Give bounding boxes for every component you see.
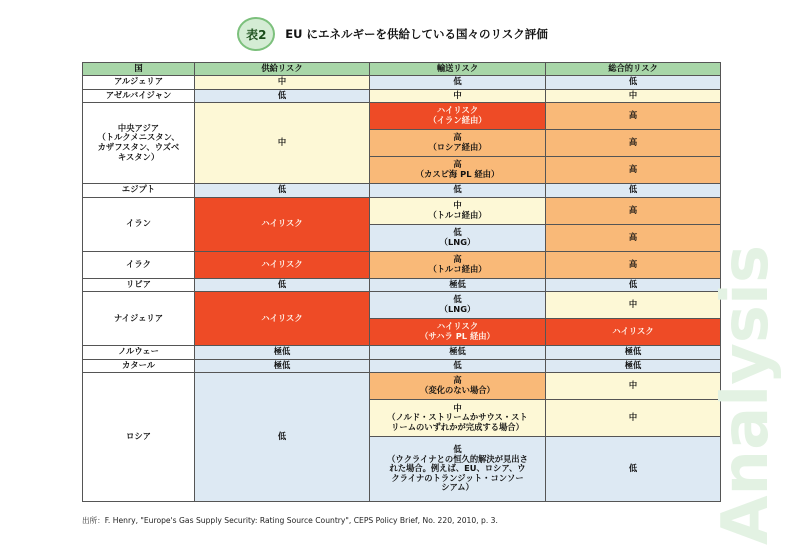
source-note: 出所：F. Henry, "Europe's Gas Supply Security: Rating Source Country", CEPS Policy Brief, No. 220, 2010, p. 3. — [82, 516, 498, 525]
transport-risk-cell: 中 — [370, 89, 546, 103]
transport-risk-cell: ハイリスク （サハラ PL 経由） — [370, 319, 546, 346]
supply-risk-cell: ハイリスク — [195, 251, 370, 278]
overall-risk-cell: 高 — [546, 103, 721, 130]
overall-risk-cell: 中 — [546, 400, 721, 437]
table-row — [83, 251, 721, 278]
supply-risk-cell: ハイリスク — [195, 292, 370, 346]
transport-risk-cell: 高 （トルコ経由） — [370, 251, 546, 278]
supply-risk-cell: 低 — [195, 278, 370, 292]
table-row — [83, 89, 721, 103]
overall-risk-cell: 低 — [546, 437, 721, 502]
country-cell: イラク — [83, 251, 195, 278]
overall-risk-cell: 低 — [546, 278, 721, 292]
table-row — [83, 184, 721, 198]
risk-assessment-table — [82, 62, 721, 502]
overall-risk-cell: 極低 — [546, 346, 721, 360]
watermark-text: Analysis — [709, 244, 783, 545]
column-header-country: 国 — [83, 63, 195, 76]
analysis-watermark — [709, 244, 783, 545]
supply-risk-cell: ハイリスク — [195, 197, 370, 251]
table-row — [83, 359, 721, 373]
overall-risk-cell: 中 — [546, 292, 721, 319]
transport-risk-cell: 低 — [370, 184, 546, 198]
page-title: EU にエネルギーを供給している国々のリスク評価 — [285, 27, 548, 41]
overall-risk-cell: 高 — [546, 197, 721, 224]
transport-risk-cell: ハイリスク （イラン経由） — [370, 103, 546, 130]
overall-risk-cell: 低 — [546, 184, 721, 198]
country-cell: アルジェリア — [83, 76, 195, 90]
table-row — [83, 373, 721, 400]
table-header-row — [83, 63, 721, 76]
table-number-badge: 表2 — [237, 17, 275, 51]
supply-risk-cell: 中 — [195, 76, 370, 90]
table-row — [83, 197, 721, 224]
column-header-supply-risk: 供給リスク — [195, 63, 370, 76]
transport-risk-cell: 低 （LNG） — [370, 224, 546, 251]
supply-risk-cell: 低 — [195, 184, 370, 198]
country-cell: ロシア — [83, 373, 195, 502]
table-row — [83, 103, 721, 130]
table-row — [83, 292, 721, 319]
table-row — [83, 278, 721, 292]
supply-risk-cell: 低 — [195, 89, 370, 103]
transport-risk-cell: 高 （変化のない場合） — [370, 373, 546, 400]
column-header-overall-risk: 総合的リスク — [546, 63, 721, 76]
country-cell: ナイジェリア — [83, 292, 195, 346]
country-cell: エジプト — [83, 184, 195, 198]
country-cell: リビア — [83, 278, 195, 292]
transport-risk-cell: 中 （ノルド・ストリームかサウス・スト リームのいずれかが完成する場合） — [370, 400, 546, 437]
country-cell: イラン — [83, 197, 195, 251]
overall-risk-cell: 高 — [546, 157, 721, 184]
overall-risk-cell: ハイリスク — [546, 319, 721, 346]
overall-risk-cell: 高 — [546, 130, 721, 157]
supply-risk-cell: 極低 — [195, 359, 370, 373]
supply-risk-cell: 中 — [195, 103, 370, 184]
country-cell: ノルウェー — [83, 346, 195, 360]
overall-risk-cell: 高 — [546, 224, 721, 251]
overall-risk-cell: 中 — [546, 373, 721, 400]
table-row — [83, 76, 721, 90]
transport-risk-cell: 低 — [370, 76, 546, 90]
country-cell: アゼルバイジャン — [83, 89, 195, 103]
transport-risk-cell: 高 （ロシア経由） — [370, 130, 546, 157]
supply-risk-cell: 低 — [195, 373, 370, 502]
transport-risk-cell: 高 （カスピ海 PL 経由） — [370, 157, 546, 184]
transport-risk-cell: 中 （トルコ経由） — [370, 197, 546, 224]
title-bar — [0, 16, 785, 52]
overall-risk-cell: 低 — [546, 76, 721, 90]
column-header-transport-risk: 輸送リスク — [370, 63, 546, 76]
table-row — [83, 346, 721, 360]
country-cell: カタール — [83, 359, 195, 373]
supply-risk-cell: 極低 — [195, 346, 370, 360]
transport-risk-cell: 低 （LNG） — [370, 292, 546, 319]
overall-risk-cell: 極低 — [546, 359, 721, 373]
transport-risk-cell: 極低 — [370, 346, 546, 360]
overall-risk-cell: 高 — [546, 251, 721, 278]
country-cell: 中央アジア （トルクメニスタン、 カザフスタン、ウズベ キスタン） — [83, 103, 195, 184]
overall-risk-cell: 中 — [546, 89, 721, 103]
transport-risk-cell: 低 （ウクライナとの恒久的解決が見出さ れた場合。例えば、EU、ロシア、ウ クライナのトランジット・コンソー シアム） — [370, 437, 546, 502]
transport-risk-cell: 極低 — [370, 278, 546, 292]
transport-risk-cell: 低 — [370, 359, 546, 373]
